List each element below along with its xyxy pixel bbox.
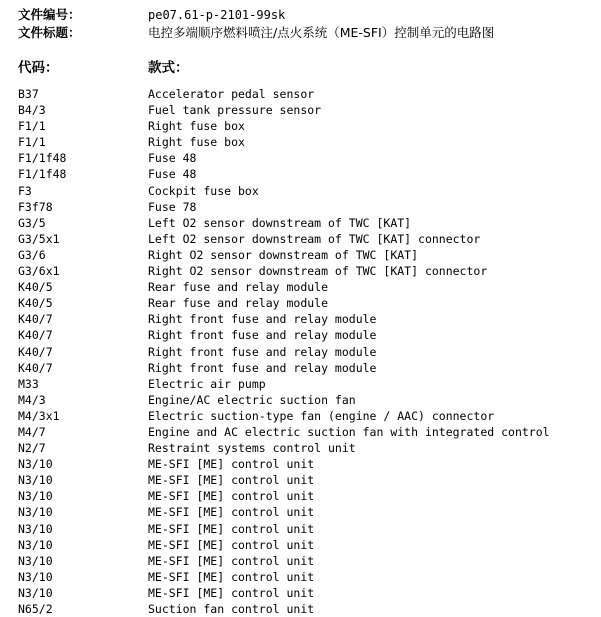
table-row (0, 424, 601, 440)
legend-column-headers (0, 58, 601, 78)
table-row (0, 311, 601, 327)
table-row (0, 263, 601, 279)
table-row (0, 344, 601, 360)
table-row (0, 569, 601, 585)
table-row (0, 134, 601, 150)
table-row (0, 440, 601, 456)
table-row (0, 376, 601, 392)
legend-description: Accelerator pedal sensor (148, 87, 315, 101)
legend-code: N3/10 (18, 489, 53, 504)
legend-code: F1/1 (18, 135, 46, 150)
legend-description: Cockpit fuse box (148, 183, 259, 198)
legend-code: B37 (18, 87, 39, 101)
legend-description: ME-SFI [ME] control unit (148, 473, 315, 488)
legend-code: M4/3 (18, 392, 46, 407)
legend-description: Right front fuse and relay module (148, 344, 377, 359)
legend-code: K40/5 (18, 280, 53, 295)
table-row (0, 295, 601, 311)
table-row (0, 327, 601, 343)
legend-code: B4/3 (18, 103, 46, 118)
legend-code: K40/5 (18, 296, 53, 311)
column-header-description: 款式： (148, 60, 189, 76)
table-row (0, 601, 601, 617)
doc-title-label: 文件标题： (18, 25, 81, 40)
legend-code: N3/10 (18, 457, 53, 472)
table-row (0, 472, 601, 488)
doc-number-label: 文件编号： (18, 7, 81, 22)
table-row (0, 118, 601, 134)
legend-code: N3/10 (18, 473, 53, 488)
legend-description: Right fuse box (148, 119, 245, 134)
table-row (0, 166, 601, 182)
legend-code: K40/7 (18, 360, 53, 375)
doc-title-row (0, 24, 601, 42)
table-row (0, 199, 601, 215)
legend-code: F3f78 (18, 199, 53, 214)
legend-code: M33 (18, 376, 39, 391)
legend-code: F1/1f48 (18, 151, 67, 166)
table-row (0, 504, 601, 520)
legend-code: N3/10 (18, 553, 53, 568)
table-row (0, 102, 601, 118)
legend-description: Right front fuse and relay module (148, 312, 377, 327)
table-row (0, 183, 601, 199)
legend-description: ME-SFI [ME] control unit (148, 457, 315, 472)
legend-description: ME-SFI [ME] control unit (148, 505, 315, 520)
table-row (0, 392, 601, 408)
legend-description: Restraint systems control unit (148, 441, 356, 456)
legend-description: Rear fuse and relay module (148, 280, 329, 295)
legend-code: K40/7 (18, 344, 53, 359)
legend-description: ME-SFI [ME] control unit (148, 585, 315, 600)
table-row (0, 150, 601, 166)
table-row (0, 86, 601, 102)
legend-description: ME-SFI [ME] control unit (148, 537, 315, 552)
legend-code: G3/5x1 (18, 231, 60, 246)
legend-description: Right O2 sensor downstream of TWC [KAT] (148, 247, 419, 262)
legend-description: Fuse 78 (148, 199, 197, 214)
table-row (0, 553, 601, 569)
table-row (0, 247, 601, 263)
legend-code: F3 (18, 183, 32, 198)
column-header-code: 代码： (18, 60, 59, 76)
legend-code: N3/10 (18, 521, 53, 536)
legend-code: G3/6x1 (18, 264, 60, 279)
legend-description: Engine/AC electric suction fan (148, 392, 356, 407)
doc-number-row (0, 6, 601, 24)
legend-code: F1/1 (18, 119, 46, 134)
document-meta (0, 0, 601, 42)
legend-table (0, 84, 601, 617)
legend-description: Left O2 sensor downstream of TWC [KAT] connector (148, 231, 481, 246)
legend-description: Right front fuse and relay module (148, 360, 377, 375)
legend-description: Electric air pump (148, 376, 266, 391)
legend-description: ME-SFI [ME] control unit (148, 569, 315, 584)
legend-description: Fuse 48 (148, 167, 197, 182)
table-row (0, 279, 601, 295)
table-row (0, 585, 601, 601)
legend-code: G3/6 (18, 247, 46, 262)
legend-code: F1/1f48 (18, 167, 67, 182)
legend-code: K40/7 (18, 312, 53, 327)
legend-description: Right fuse box (148, 135, 245, 150)
legend-description: Suction fan control unit (148, 602, 315, 616)
legend-code: N3/10 (18, 585, 53, 600)
legend-code: N2/7 (18, 441, 46, 456)
legend-description: Engine and AC electric suction fan with integrated control (148, 424, 550, 439)
table-row (0, 456, 601, 472)
table-row (0, 537, 601, 553)
doc-number-value: pe07.61-p-2101-99sk (148, 8, 286, 22)
legend-code: G3/5 (18, 215, 46, 230)
table-row (0, 488, 601, 504)
legend-description: Left O2 sensor downstream of TWC [KAT] (148, 215, 412, 230)
legend-description: ME-SFI [ME] control unit (148, 553, 315, 568)
legend-description: Right O2 sensor downstream of TWC [KAT] connector (148, 264, 488, 279)
legend-code: K40/7 (18, 328, 53, 343)
legend-code: N65/2 (18, 602, 53, 616)
legend-description: Fuel tank pressure sensor (148, 103, 322, 118)
table-row (0, 360, 601, 376)
doc-title-value: 电控多端顺序燃料喷注/点火系统（ME-SFI）控制单元的电路图 (148, 25, 495, 40)
legend-description: ME-SFI [ME] control unit (148, 489, 315, 504)
legend-description: Electric suction-type fan (engine / AAC) connector (148, 408, 495, 423)
legend-code: M4/3x1 (18, 408, 60, 423)
legend-code: N3/10 (18, 569, 53, 584)
legend-description: Right front fuse and relay module (148, 328, 377, 343)
table-row (0, 408, 601, 424)
legend-code: N3/10 (18, 505, 53, 520)
legend-code: N3/10 (18, 537, 53, 552)
legend-code: M4/7 (18, 424, 46, 439)
legend-description: Rear fuse and relay module (148, 296, 329, 311)
table-row (0, 215, 601, 231)
table-row (0, 521, 601, 537)
legend-description: ME-SFI [ME] control unit (148, 521, 315, 536)
legend-description: Fuse 48 (148, 151, 197, 166)
table-row (0, 231, 601, 247)
